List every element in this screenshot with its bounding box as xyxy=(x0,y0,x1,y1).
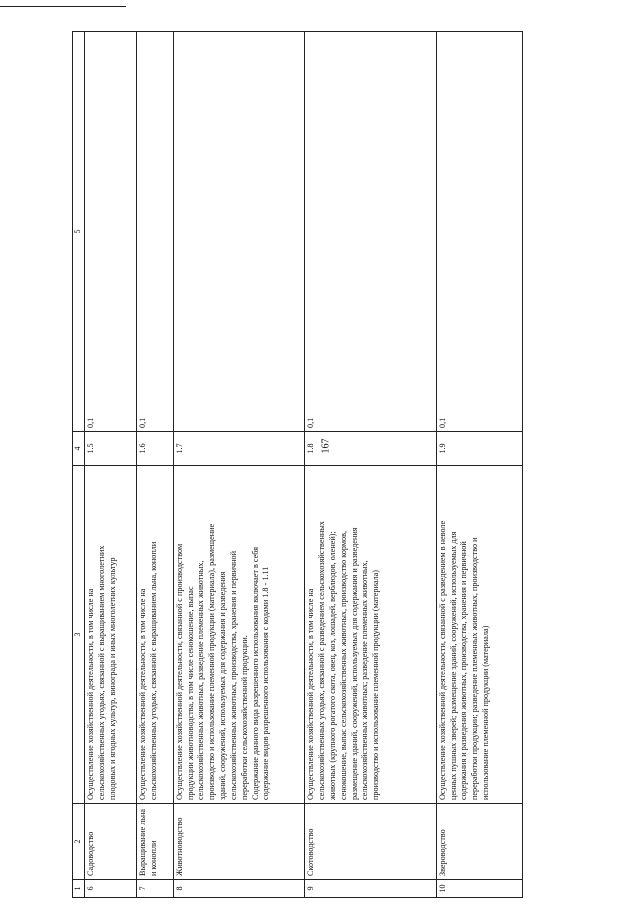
use-type-name: Звероводство xyxy=(436,804,522,880)
description-line: продукции животноводства, в том числе сенокошение, выпас xyxy=(185,586,195,800)
table-row xyxy=(305,32,436,898)
description-line: содержания и разведения животных, производства, хранения и первичной xyxy=(459,541,469,800)
min-value: 0,1 xyxy=(85,32,137,432)
description-line: плодовых и ягодных культур, винограда и иных многолетних культур xyxy=(108,557,118,800)
table-row xyxy=(436,32,522,898)
description-line: сенокошение, выпас сельскохозяйственных животных, производство кормов, xyxy=(338,530,348,800)
header-row xyxy=(73,32,85,898)
use-type-code: 1.9 xyxy=(436,432,522,466)
description-line: сельскохозяйственных животных, производства, хранения и первичной xyxy=(228,551,238,800)
rotated-table-container xyxy=(72,32,523,898)
min-value: 0,1 xyxy=(137,32,174,432)
description-line: сельскохозяйственных животных, разведение племенных животных, xyxy=(196,560,206,800)
description-line: животных (крупного рогатого скота, овец, коз, лошадей, верблюдов, оленей); xyxy=(327,531,337,800)
header-cell-3: 3 xyxy=(73,466,85,804)
use-type-description xyxy=(436,466,522,804)
use-type-name: Животноводство xyxy=(173,804,304,880)
table-row xyxy=(173,32,304,898)
row-number: 10 xyxy=(436,880,522,898)
use-type-name: Выращивание льна и конопли xyxy=(137,804,174,880)
description-line: использование племенной продукции (материала) xyxy=(481,625,491,800)
description-line: сельскохозяйственных угодьях, связанной с выращиванием многолетних xyxy=(97,545,107,800)
description-line: сельскохозяйственных угодьях, связанной с разведением сельскохозяйственных xyxy=(317,521,327,800)
row-number: 9 xyxy=(305,880,436,898)
description-line: ценных пушных зверей; размещение зданий, сооружений, используемых для xyxy=(448,531,458,800)
land-use-table xyxy=(72,31,523,898)
row-number: 6 xyxy=(85,880,137,898)
use-type-code: 1.6 xyxy=(137,432,174,466)
use-type-code: 1.8 xyxy=(305,432,436,466)
use-type-description xyxy=(137,466,174,804)
use-type-description xyxy=(85,466,137,804)
min-value xyxy=(173,32,304,432)
use-type-code: 1.5 xyxy=(85,432,137,466)
header-cell-1: 1 xyxy=(73,880,85,898)
use-type-code: 1.7 xyxy=(173,432,304,466)
description-line: зданий, сооружений, используемых для содержания и разведения xyxy=(218,571,228,800)
description-line: производство и использование племенной продукции (материала) xyxy=(371,569,381,800)
page-number: 167 xyxy=(320,438,332,454)
header-cell-2: 2 xyxy=(73,804,85,880)
use-type-description xyxy=(173,466,304,804)
description-line: Осуществление хозяйственной деятельности, в том числе на xyxy=(86,588,96,800)
table-row xyxy=(85,32,137,898)
use-type-name: Скотоводство xyxy=(305,804,436,880)
row-number: 7 xyxy=(137,880,174,898)
description-line: Осуществление хозяйственной деятельности, связанной с разведением в неволе xyxy=(437,520,447,800)
min-value: 0,1 xyxy=(305,32,436,432)
description-line: Осуществление хозяйственной деятельности, в том числе на xyxy=(138,588,148,800)
description-line: производство и использование племенной продукции (материала), размещение xyxy=(207,523,217,800)
header-cell-4: 4 xyxy=(73,432,85,466)
description-line: Содержание данного вида разрешенного использования включает в себя xyxy=(250,547,260,800)
use-type-name: Садоводство xyxy=(85,804,137,880)
description-line: Осуществление хозяйственной деятельности, в том числе на xyxy=(306,588,316,800)
description-line: размещение зданий, сооружений, используемых для содержания и разведения xyxy=(349,527,359,800)
description-line: Осуществление хозяйственной деятельности, связанной с производством xyxy=(174,543,184,800)
description-line: сельскохозяйственных животных; разведение племенных животных, xyxy=(360,560,370,800)
use-type-description xyxy=(305,466,436,804)
table-row xyxy=(137,32,174,898)
min-value: 0,1 xyxy=(436,32,522,432)
description-line: переработки продукции; разведение племенных животных, производство и xyxy=(470,537,480,800)
header-cell-5: 5 xyxy=(73,32,85,432)
row-number: 8 xyxy=(173,880,304,898)
description-line: переработки сельскохозяйственной продукции. xyxy=(239,635,249,800)
description-line: сельскохозяйственных угодьях, связанной с выращиванием льна, конопли xyxy=(148,541,158,800)
top-rule xyxy=(0,6,126,7)
description-line: содержание видов разрешенного использования с кодами 1.8 - 1.11 xyxy=(261,566,271,800)
